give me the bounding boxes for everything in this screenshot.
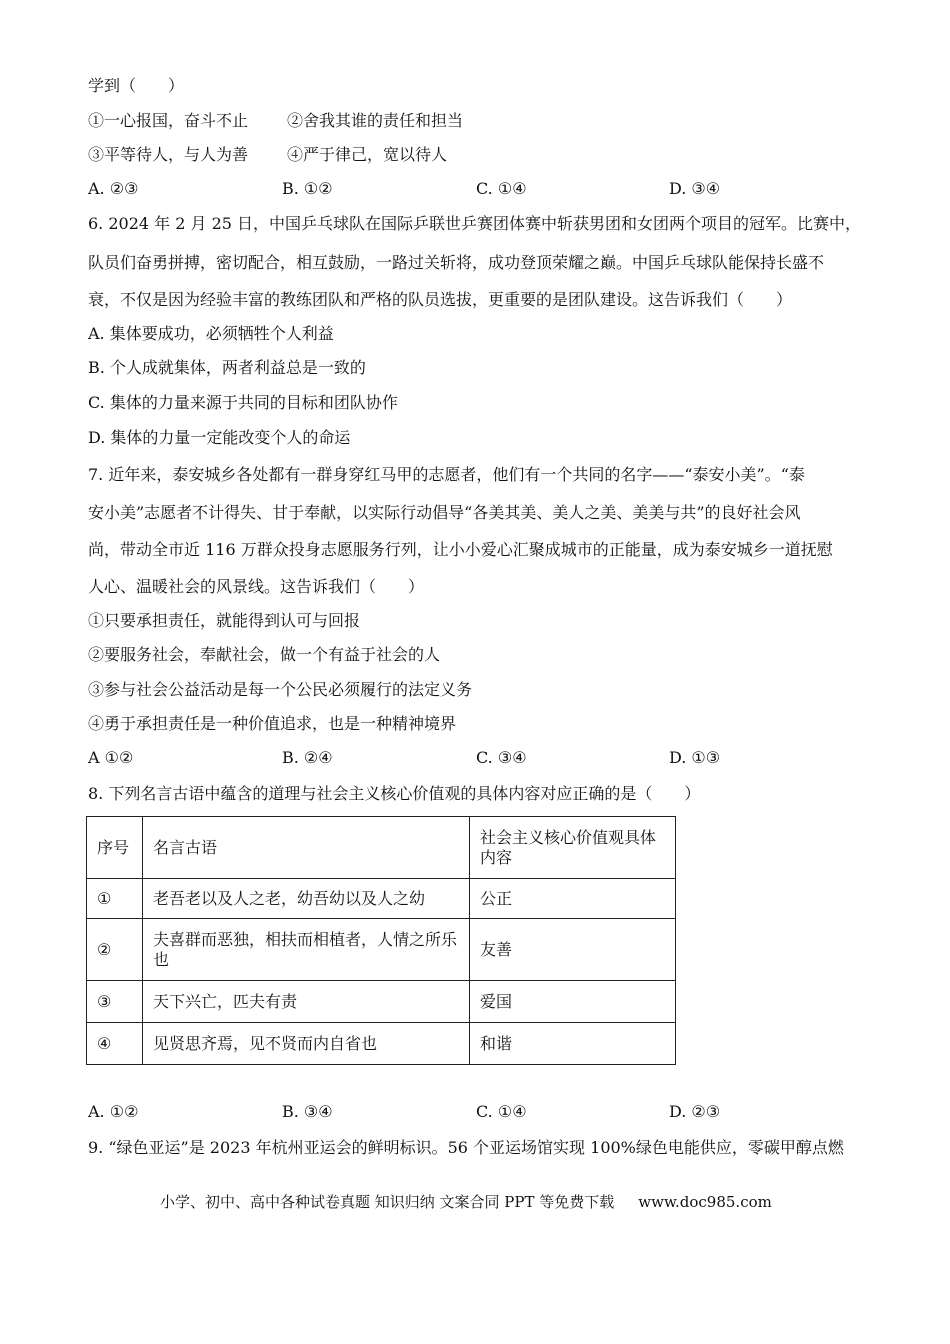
q5-option-b[interactable]: B. ①② <box>282 179 333 198</box>
q7-stem-line-3: 尚，带动全市近 116 万群众投身志愿服务行列，让小小爱心汇聚成城市的正能量，成为泰安城乡一道抚慰 <box>88 540 833 559</box>
q6-option-d[interactable]: D. 集体的力量一定能改变个人的命运 <box>88 428 351 447</box>
q7-option-c[interactable]: C. ③④ <box>476 748 527 767</box>
footer-link[interactable]: www.doc985.com <box>638 1193 772 1211</box>
q6-stem-line-3: 衰，不仅是因为经验丰富的教练团队和严格的队员选拔，更重要的是团队建设。这告诉我们（ ） <box>88 290 793 309</box>
table-header-cell: 名言古语 <box>143 817 470 879</box>
table-cell: 老吾老以及人之老，幼吾幼以及人之幼 <box>143 879 470 919</box>
table-row <box>87 919 676 981</box>
table-cell: ② <box>87 919 143 981</box>
q5-item-1: ①一心报国，奋斗不止 <box>88 111 249 130</box>
table-header-cell: 序号 <box>87 817 143 879</box>
table-cell: 友善 <box>470 919 676 981</box>
page-footer <box>160 1191 772 1212</box>
table-cell: 夫喜群而恶独，相扶而相植者，人情之所乐也 <box>143 919 470 981</box>
table-header-cell: 社会主义核心价值观具体内容 <box>470 817 676 879</box>
table-cell: ① <box>87 879 143 919</box>
q5-item-3: ③平等待人，与人为善 <box>88 145 249 164</box>
q8-option-c[interactable]: C. ①④ <box>476 1102 527 1121</box>
q8-option-b[interactable]: B. ③④ <box>282 1102 333 1121</box>
q6-option-a[interactable]: A. 集体要成功，必须牺牲个人利益 <box>88 324 334 343</box>
q7-item-2: ②要服务社会，奉献社会，做一个有益于社会的人 <box>88 645 441 664</box>
q7-option-a[interactable]: A ①② <box>88 748 134 767</box>
q7-stem-line-2: 安小美”志愿者不计得失、甘于奉献，以实际行动倡导“各美其美、美人之美、美美与共”的良好社会风 <box>88 503 801 522</box>
footer-text: 小学、初中、高中各种试卷真题 知识归纳 文案合同 PPT 等免费下载 <box>160 1193 615 1211</box>
table-cell: 和谐 <box>470 1023 676 1065</box>
q7-option-d[interactable]: D. ①③ <box>669 748 721 767</box>
q5-option-d[interactable]: D. ③④ <box>669 179 721 198</box>
q6-stem-line-1: 6. 2024 年 2 月 25 日，中国乒乓球队在国际乒联世乒赛团体赛中斩获男团和女团两个项目的冠军。比赛中， <box>88 214 862 233</box>
q7-item-4: ④勇于承担责任是一种价值追求，也是一种精神境界 <box>88 714 457 733</box>
table-cell: 公正 <box>470 879 676 919</box>
q5-option-c[interactable]: C. ①④ <box>476 179 527 198</box>
q8-option-d[interactable]: D. ②③ <box>669 1102 721 1121</box>
table-row <box>87 981 676 1023</box>
table-row <box>87 1023 676 1065</box>
q6-option-c[interactable]: C. 集体的力量来源于共同的目标和团队协作 <box>88 393 398 412</box>
q9-stem-line-1: 9. “绿色亚运”是 2023 年杭州亚运会的鲜明标识。56 个亚运场馆实现 100%绿色电能供应，零碳甲醇点燃 <box>88 1138 844 1157</box>
q5-item-2: ②舍我其谁的责任和担当 <box>287 111 464 130</box>
q7-stem-line-1: 7. 近年来，泰安城乡各处都有一群身穿红马甲的志愿者，他们有一个共同的名字——“泰安小美”。“泰 <box>88 465 805 484</box>
q7-item-1: ①只要承担责任，就能得到认可与回报 <box>88 611 361 630</box>
q6-option-b[interactable]: B. 个人成就集体，两者利益总是一致的 <box>88 358 366 377</box>
q8-table <box>86 816 676 1065</box>
table-cell: 天下兴亡，匹夫有责 <box>143 981 470 1023</box>
q5-item-4: ④严于律己，宽以待人 <box>287 145 448 164</box>
table-cell: ③ <box>87 981 143 1023</box>
q7-option-b[interactable]: B. ②④ <box>282 748 333 767</box>
q7-item-3: ③参与社会公益活动是每一个公民必须履行的法定义务 <box>88 680 473 699</box>
q8-option-a[interactable]: A. ①② <box>88 1102 139 1121</box>
q6-stem-line-2: 队员们奋勇拼搏，密切配合，相互鼓励，一路过关斩将，成功登顶荣耀之巅。中国乒乓球队能保持长盛不 <box>88 253 825 272</box>
table-row <box>87 879 676 919</box>
q7-stem-line-4: 人心、温暖社会的风景线。这告诉我们（ ） <box>88 577 425 596</box>
table-cell: 见贤思齐焉，见不贤而内自省也 <box>143 1023 470 1065</box>
q5-tail: 学到（ ） <box>88 76 185 95</box>
table-cell: 爱国 <box>470 981 676 1023</box>
table-cell: ④ <box>87 1023 143 1065</box>
table-header-row <box>87 817 676 879</box>
q8-stem: 8. 下列名言古语中蕴含的道理与社会主义核心价值观的具体内容对应正确的是（ ） <box>88 784 701 803</box>
q5-option-a[interactable]: A. ②③ <box>88 179 139 198</box>
